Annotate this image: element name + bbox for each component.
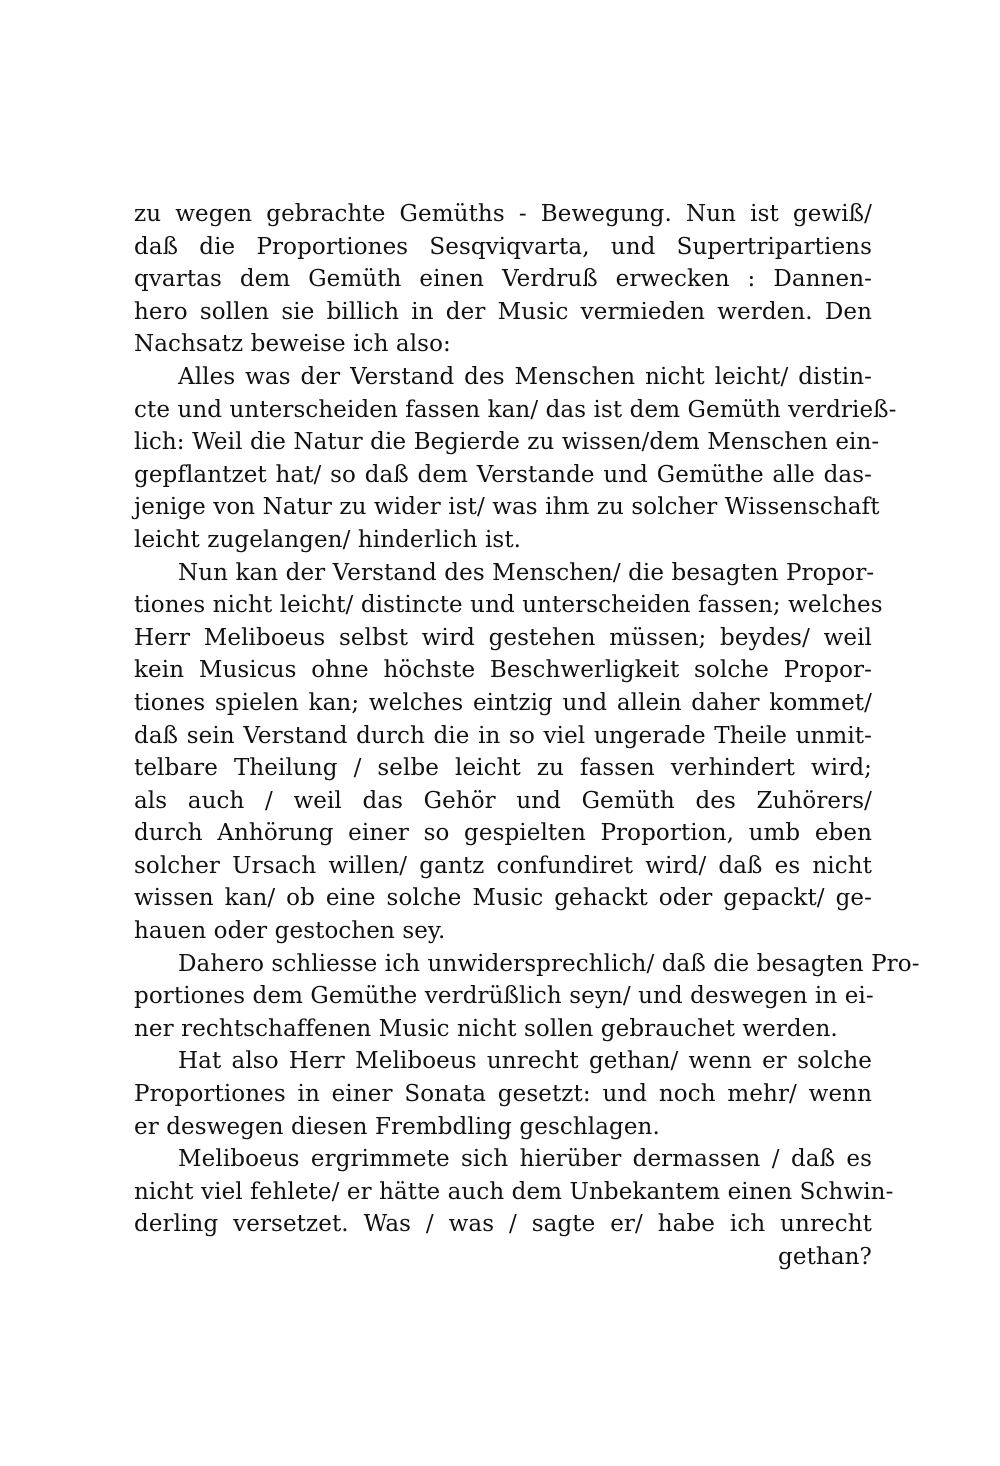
body-text [134,198,920,1274]
text-line: Nachsatz beweise ich also: [134,331,451,358]
text-line: daß sein Verstand durch die in so viel ungerade Theile unmit- [134,722,872,749]
text-line: als auch / weil das Gehör und Gemüth des Zuhörers/ [134,787,872,814]
text-line: portiones dem Gemüthe verdrüßlich seyn/ und deswegen in ei- [134,983,874,1010]
text-line: leicht zugelangen/ hinderlich ist. [134,526,522,553]
text-line: kein Musicus ohne höchste Beschwerligkeit solche Propor- [134,657,872,684]
catchword: gethan? [778,1244,872,1270]
text-line: nicht viel fehlete/ er hätte auch dem Unbekantem einen Schwin- [134,1178,894,1205]
text-line: qvartas dem Gemüth einen Verdruß erwecken : Dannen- [134,266,872,293]
text-line: lich: Weil die Natur die Begierde zu wissen/dem Menschen ein- [134,429,880,456]
text-line: derling versetzet. Was / was / sagte er/ habe ich unrecht [134,1211,872,1238]
text-line: Herr Meliboeus selbst wird gestehen müssen; beydes/ weil [134,624,872,651]
text-line: hauen oder gestochen sey. [134,918,446,945]
text-line: ner rechtschaffenen Music nicht sollen gebrauchet werden. [134,1015,838,1042]
text-line: Dahero schliesse ich unwidersprechlich/ daß die besagten Pro- [178,950,920,977]
text-line: telbare Theilung / selbe leicht zu fassen verhindert wird; [134,755,872,782]
text-line: hero sollen sie billich in der Music vermieden werden. Den [134,298,872,325]
text-line: Nun kan der Verstand des Menschen/ die besagten Propor- [178,559,875,586]
text-line: zu wegen gebrachte Gemüths - Bewegung. Nun ist gewiß/ [134,201,872,227]
text-line: wissen kan/ ob eine solche Music gehackt oder gepackt/ ge- [134,885,872,912]
text-line: jenige von Natur zu wider ist/ was ihm zu solcher Wissenschaft [134,494,880,521]
text-line: solcher Ursach willen/ gantz confundiret wird/ daß es nicht [134,852,872,879]
text-line: Hat also Herr Meliboeus unrecht gethan/ wenn er solche [178,1048,872,1075]
text-line: tiones nicht leicht/ distincte und unterscheiden fassen; welches [134,592,883,619]
text-line: Meliboeus ergrimmete sich hierüber dermassen / daß es [178,1146,872,1173]
text-line: gepflantzet hat/ so daß dem Verstande und Gemüthe alle das- [134,461,872,488]
text-line: cte und unterscheiden fassen kan/ das ist dem Gemüth verdrieß- [134,396,897,423]
text-line: daß die Proportiones Sesqviqvarta, und Supertripartiens [134,233,872,260]
text-line: tiones spielen kan; welches eintzig und allein daher kommet/ [134,689,872,716]
text-line: er deswegen diesen Frembdling geschlagen. [134,1113,660,1140]
text-line: Proportiones in einer Sonata gesetzt: und noch mehr/ wenn [134,1081,872,1108]
text-line: durch Anhörung einer so gespielten Proportion, umb eben [134,820,872,847]
text-line: Alles was der Verstand des Menschen nicht leicht/ distin- [178,363,872,390]
